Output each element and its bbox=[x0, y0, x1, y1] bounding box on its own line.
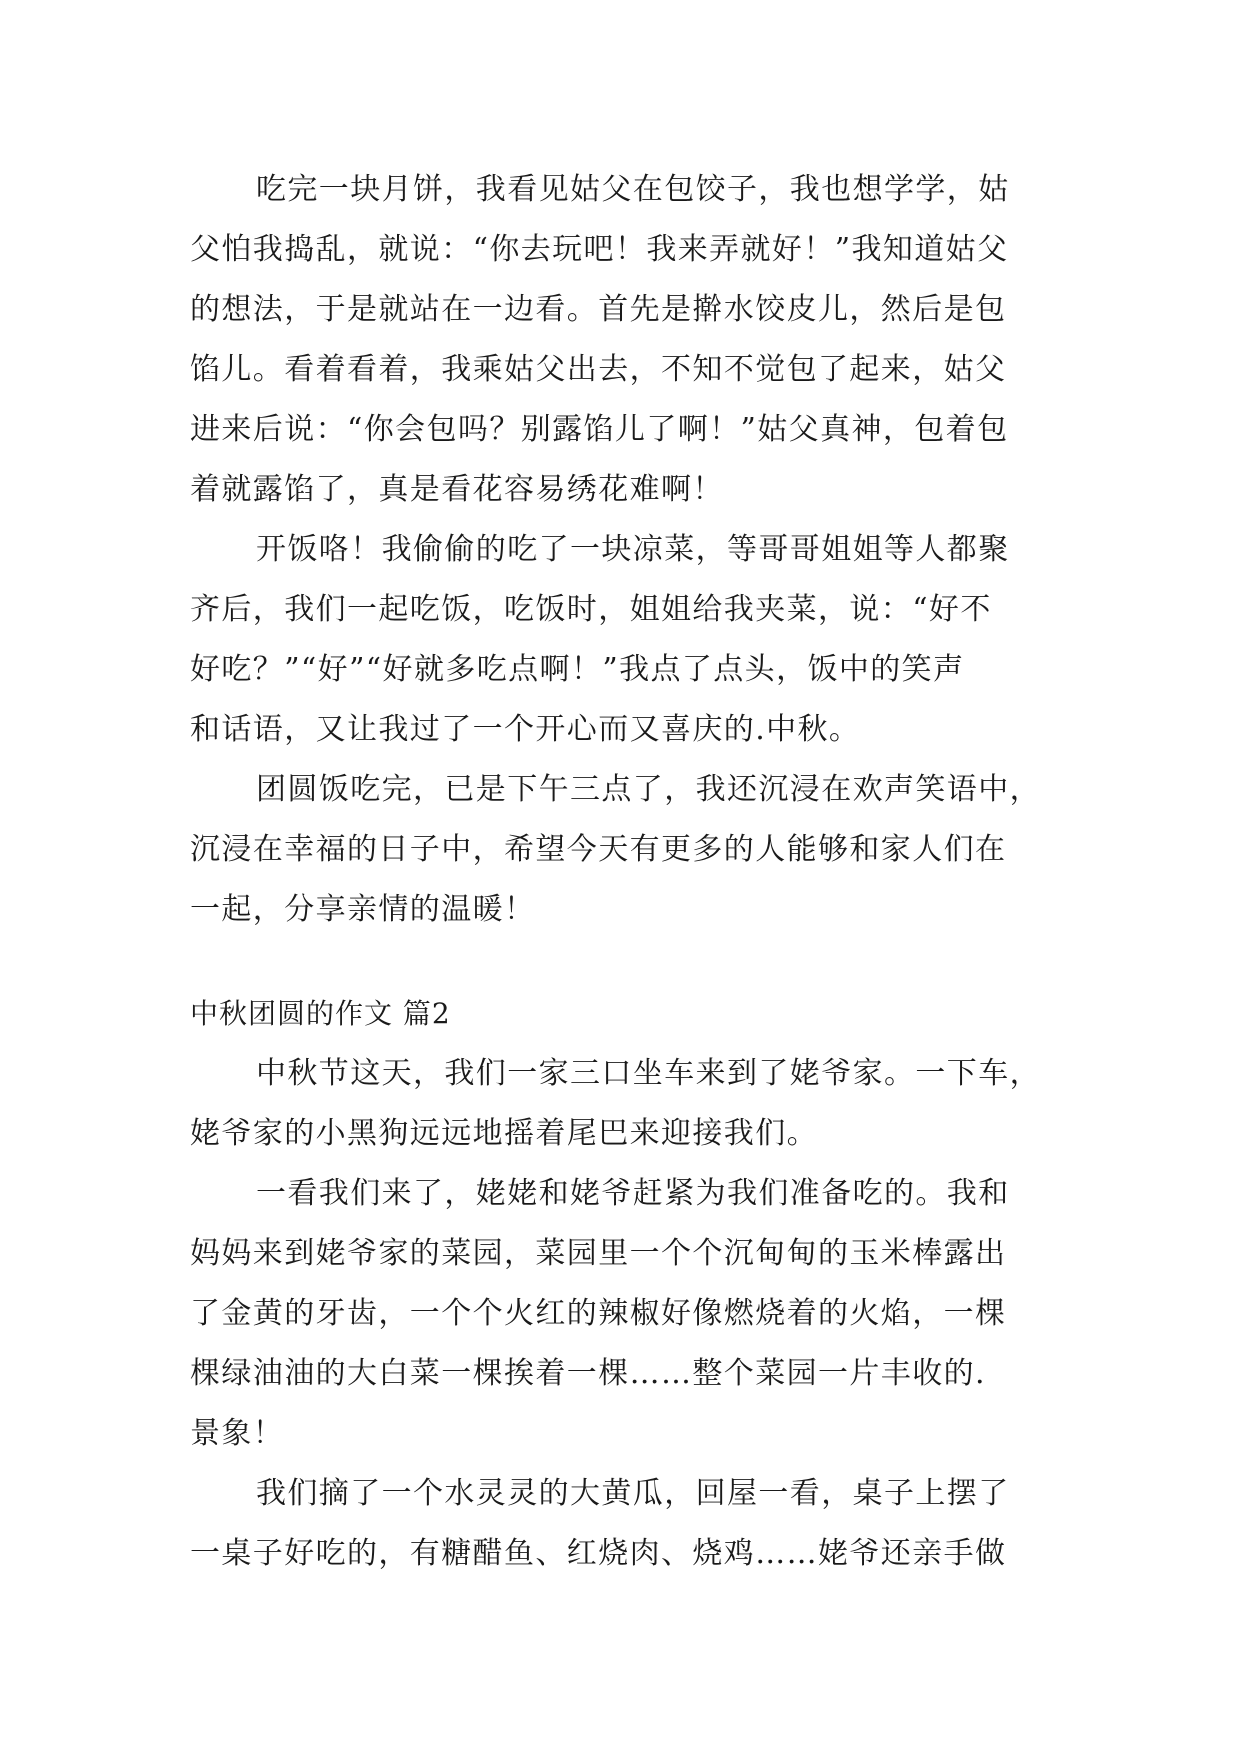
text-line: 和话语，又让我过了一个开心而又喜庆的.中秋。 bbox=[190, 712, 861, 747]
paragraph bbox=[190, 760, 1052, 940]
essay-heading: 中秋团圆的作文 篇2 bbox=[190, 997, 451, 1030]
text-line: 棵绿油油的大白菜一棵挨着一棵……整个菜园一片丰收的. bbox=[190, 1356, 986, 1391]
text-line: 一起，分享亲情的温暖！ bbox=[190, 892, 536, 927]
text-line: 姥爷家的小黑狗远远地摇着尾巴来迎接我们。 bbox=[190, 1116, 818, 1151]
paragraph bbox=[190, 1044, 1052, 1164]
text-line: 团圆饭吃完，已是下午三点了，我还沉浸在欢声笑语中， bbox=[256, 772, 1041, 807]
text-line: 好吃？”“好”“好就多吃点啊！”我点了点头，饭中的笑声 bbox=[190, 652, 965, 687]
paragraph bbox=[190, 520, 1052, 760]
document-page bbox=[190, 160, 1052, 1584]
text-line: 的想法，于是就站在一边看。首先是擀水饺皮儿，然后是包 bbox=[190, 292, 1007, 327]
text-line: 着就露馅了，真是看花容易绣花难啊！ bbox=[190, 472, 724, 507]
text-line: 我们摘了一个水灵灵的大黄瓜，回屋一看，桌子上摆了 bbox=[256, 1476, 1010, 1511]
paragraph bbox=[190, 1164, 1052, 1464]
text-line: 父怕我捣乱，就说：“你去玩吧！我来弄就好！”我知道姑父 bbox=[190, 232, 1009, 267]
paragraph bbox=[190, 160, 1052, 520]
text-line: 齐后，我们一起吃饭，吃饭时，姐姐给我夹菜，说：“好不 bbox=[190, 592, 992, 627]
text-line: 妈妈来到姥爷家的菜园，菜园里一个个沉甸甸的玉米棒露出 bbox=[190, 1236, 1007, 1271]
section-spacer bbox=[190, 940, 1052, 984]
text-line: 吃完一块月饼，我看见姑父在包饺子，我也想学学，姑 bbox=[256, 172, 1010, 207]
text-line: 开饭咯！我偷偷的吃了一块凉菜，等哥哥姐姐等人都聚 bbox=[256, 532, 1010, 567]
text-line: 中秋节这天，我们一家三口坐车来到了姥爷家。一下车， bbox=[256, 1056, 1041, 1091]
text-line: 馅儿。看着看着，我乘姑父出去，不知不觉包了起来，姑父 bbox=[190, 352, 1007, 387]
text-line: 进来后说：“你会包吗？别露馅儿了啊！”姑父真神，包着包 bbox=[190, 412, 1009, 447]
text-line: 景象！ bbox=[190, 1416, 285, 1451]
paragraph bbox=[190, 1464, 1052, 1584]
text-line: 一桌子好吃的，有糖醋鱼、红烧肉、烧鸡……姥爷还亲手做 bbox=[190, 1536, 1007, 1571]
text-line: 一看我们来了，姥姥和姥爷赶紧为我们准备吃的。我和 bbox=[256, 1176, 1010, 1211]
text-line: 了金黄的牙齿，一个个火红的辣椒好像燃烧着的火焰，一棵 bbox=[190, 1296, 1007, 1331]
text-line: 沉浸在幸福的日子中，希望今天有更多的人能够和家人们在 bbox=[190, 832, 1007, 867]
